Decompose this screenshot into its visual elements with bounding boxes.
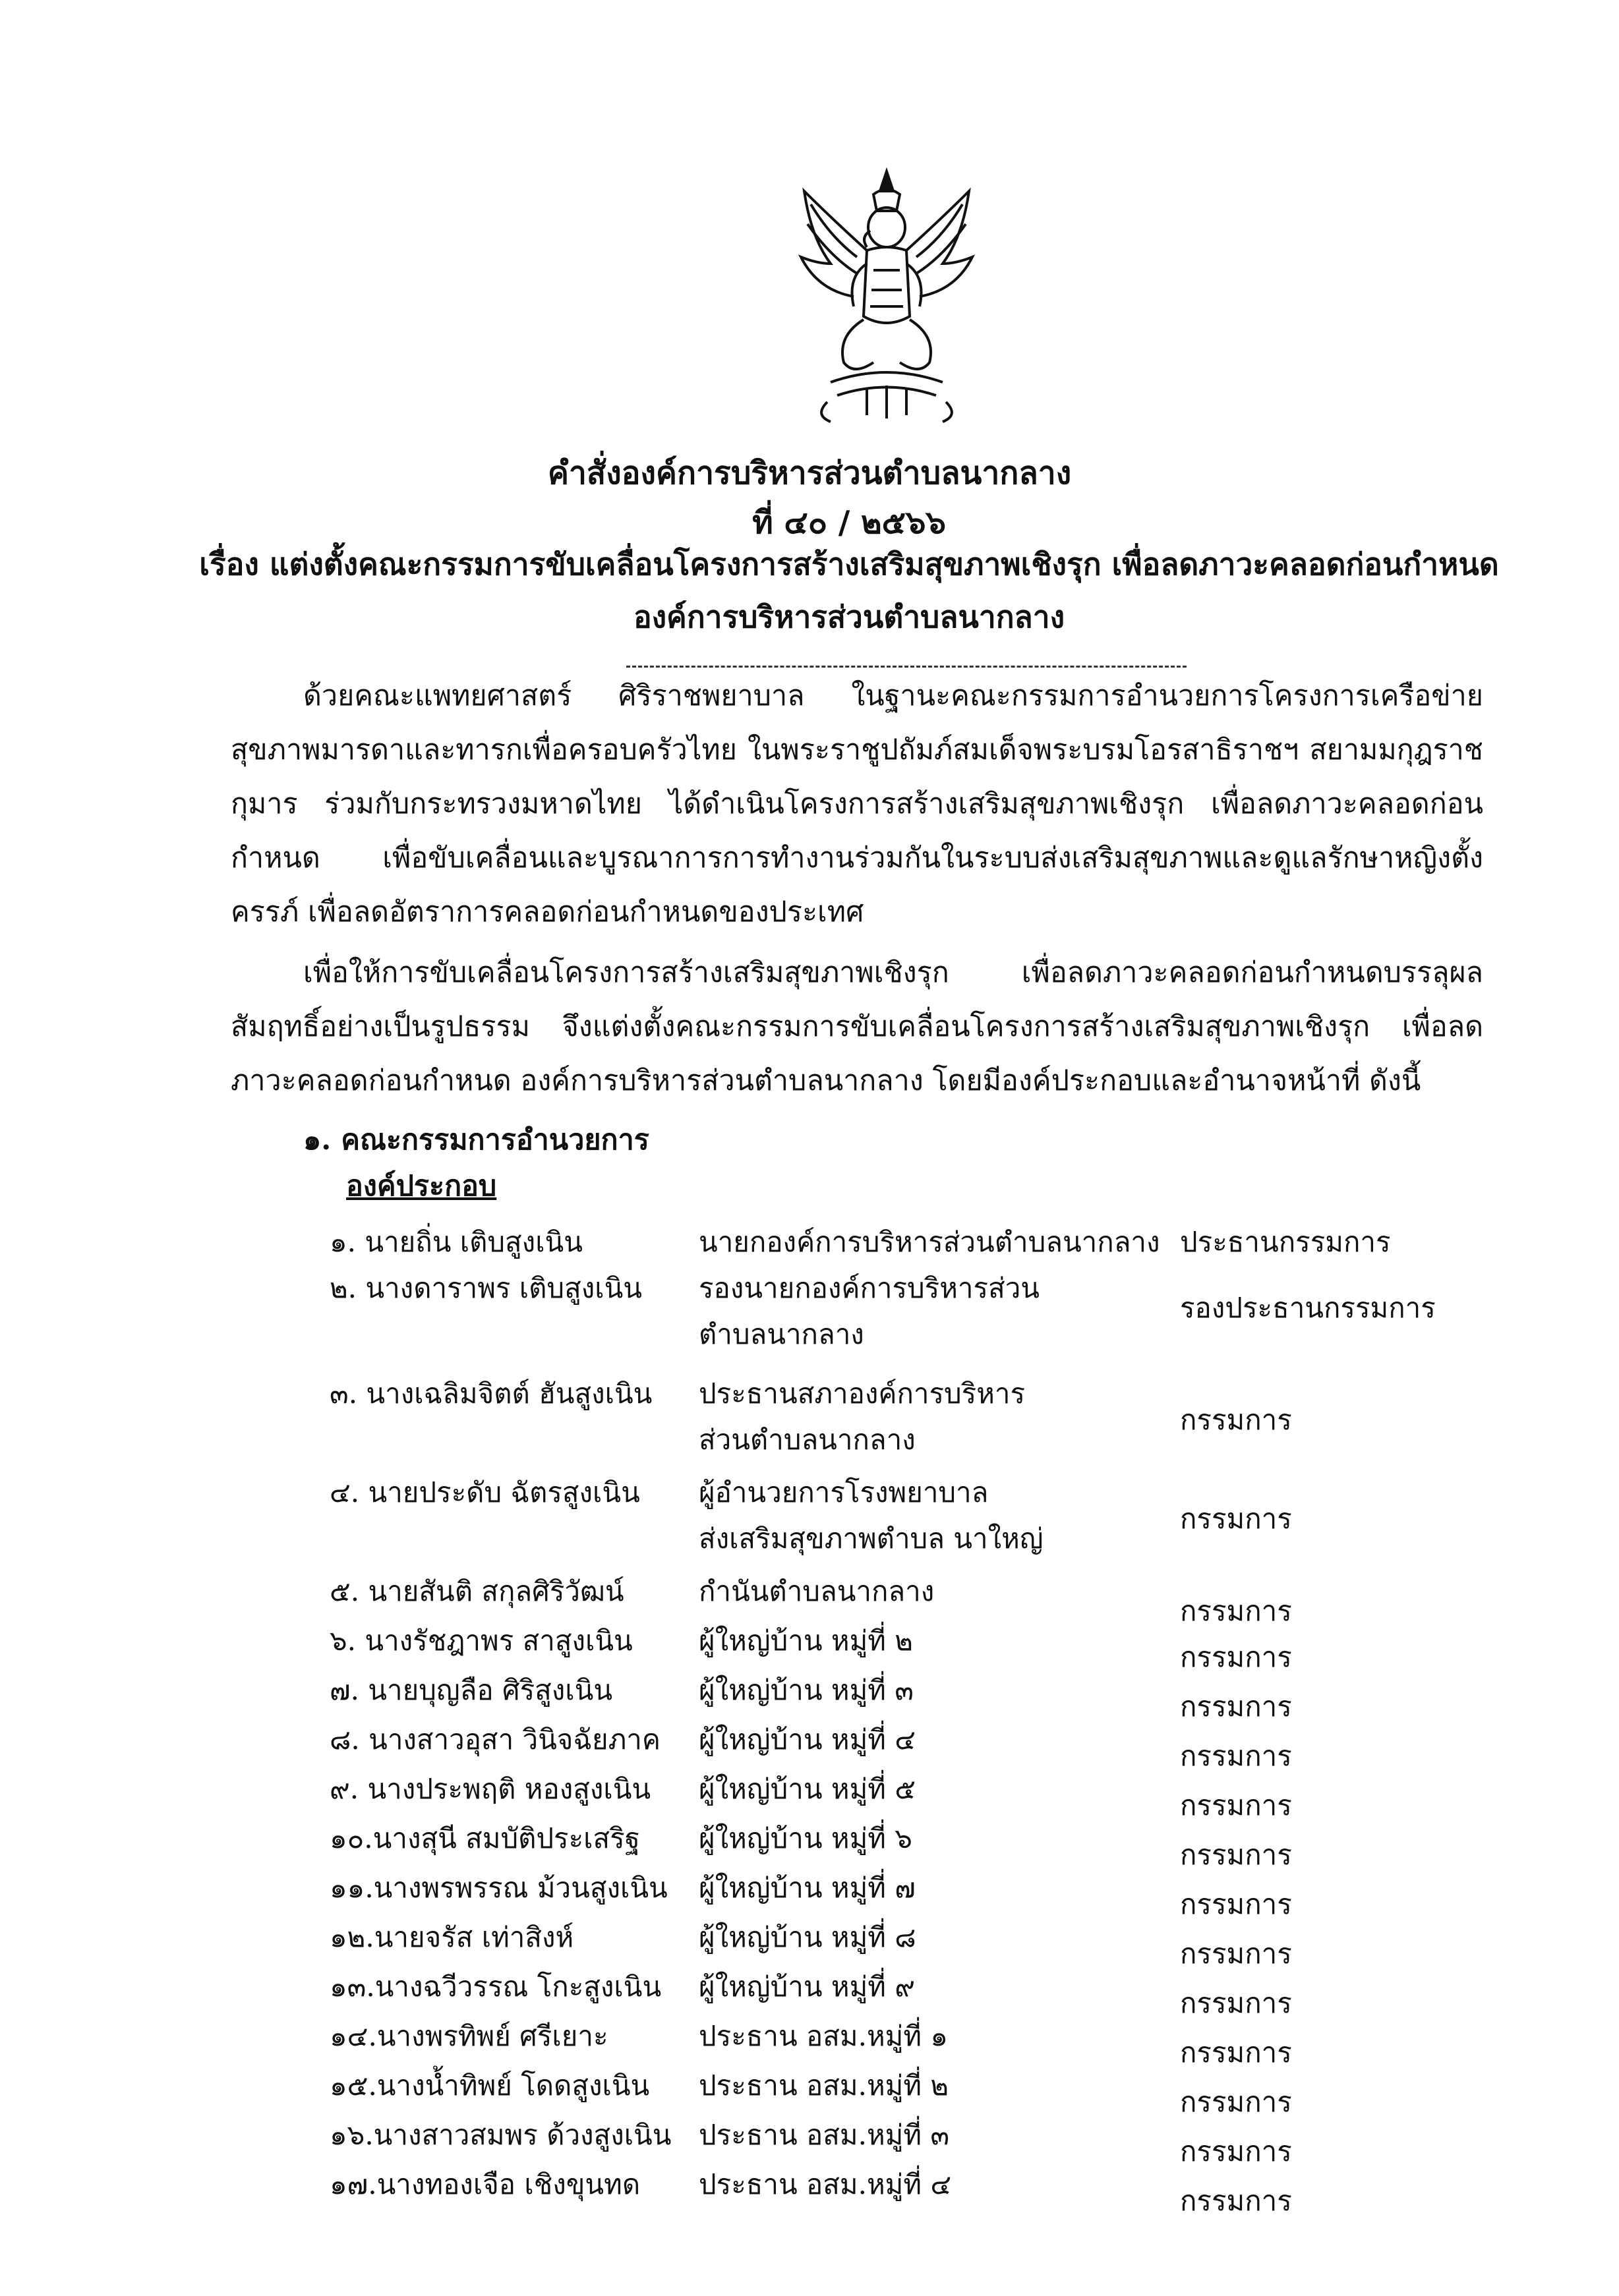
member-position: นายกองค์การบริหารส่วนตำบลนากลาง xyxy=(699,1226,1160,1258)
section-1-subheading: องค์ประกอบ xyxy=(346,1170,497,1203)
member-role: กรรมการ xyxy=(1180,1641,1292,1673)
member-position-line-2: ส่งเสริมสุขภาพตำบล นาใหญ่ xyxy=(699,1522,1044,1555)
member-name: ๑๐.นางสุนี สมบัติประเสริฐ xyxy=(330,1822,640,1854)
paragraph-2-text: เพื่อให้การขับเคลื่อนโครงการสร้างเสริมสุขภาพเชิงรุก เพื่อลดภาวะคลอดก่อนกำหนดบรรลุผลสัมฤทธิ์อย่างเป็นรูปธรรม จึงแต่งตั้งคณะกรรมการขับเคลื่อนโครงการสร้างเสริมสุขภาพเชิงรุก เพื่อลดภาวะคลอดก่อนกำหนด องค์การบริหารส่วนตำบลนากลาง โดยมีองค์ประกอบและอำนาจหน้าที่ ดังนี้ xyxy=(231,956,1483,1097)
subject-line-1: เรื่อง แต่งตั้งคณะกรรมการขับเคลื่อนโครงการสร้างเสริมสุขภาพเชิงรุก เพื่อลดภาวะคลอดก่อนกำหนด xyxy=(199,546,1499,582)
member-position: ผู้ใหญ่บ้าน หมู่ที่ ๖ xyxy=(699,1822,912,1854)
member-position-line-2: ตำบลนากลาง xyxy=(699,1318,864,1350)
order-number: ที่ ๔๐ / ๒๕๖๖ xyxy=(752,504,946,541)
member-role: กรรมการ xyxy=(1180,1839,1292,1871)
member-role: กรรมการ xyxy=(1180,1937,1292,1970)
member-position: ผู้ใหญ่บ้าน หมู่ที่ ๕ xyxy=(699,1773,916,1805)
member-role: กรรมการ xyxy=(1180,1690,1292,1723)
member-name: ๘. นางสาวอุสา วินิจฉัยภาค xyxy=(330,1723,661,1756)
member-role: กรรมการ xyxy=(1180,2185,1292,2217)
member-name: ๑๑.นางพรพรรณ ม้วนสูงเนิน xyxy=(330,1872,668,1904)
member-position xyxy=(699,1371,1025,1463)
member-position-line-1: ประธานสภาองค์การบริหาร xyxy=(699,1377,1026,1410)
member-name: ๑๔.นางพรทิพย์ ศรีเยาะ xyxy=(330,2020,608,2052)
body-paragraph-2 xyxy=(231,946,1483,1108)
paragraph-1-text: ด้วยคณะแพทยศาสตร์ ศิริราชพยาบาล ในฐานะคณะกรรมการอำนวยการโครงการเครือข่ายสุขภาพมารดาและทารกเพื่อครอบครัวไทย ในพระราชูปถัมภ์สมเด็จพระบรมโอรสาธิราชฯ สยามมกุฎราชกุมาร ร่วมกับกระทรวงมหาดไทย ได้ดำเนินโครงการสร้างเสริมสุขภาพเชิงรุก เพื่อลดภาวะคลอดก่อนกำหนด เพื่อขับเคลื่อนและบูรณาการการทำงานร่วมกันในระบบส่งเสริมสุขภาพและดูแลรักษาหญิงตั้งครรภ์ เพื่อลดอัตราการคลอดก่อนกำหนดของประเทศ xyxy=(231,679,1483,929)
member-role: กรรมการ xyxy=(1180,2086,1292,2118)
member-position: ประธาน อสม.หมู่ที่ ๓ xyxy=(699,2119,950,2151)
member-role: กรรมการ xyxy=(1180,1503,1292,1535)
member-name: ๖. นางรัชฎาพร สาสูงเนิน xyxy=(330,1624,633,1657)
member-position: ประธาน อสม.หมู่ที่ ๒ xyxy=(699,2069,949,2102)
member-position: ผู้ใหญ่บ้าน หมู่ที่ ๔ xyxy=(699,1723,916,1756)
member-role: กรรมการ xyxy=(1180,1789,1292,1822)
member-role: กรรมการ xyxy=(1180,1888,1292,1920)
member-name: ๑๖.นางสาวสมพร ด้วงสูงเนิน xyxy=(330,2119,672,2151)
member-name: ๓. นางเฉลิมจิตต์ ฮันสูงเนิน xyxy=(330,1377,653,1410)
member-position: ผู้ใหญ่บ้าน หมู่ที่ ๓ xyxy=(699,1674,914,1706)
member-name: ๑. นายถิ่น เติบสูงเนิน xyxy=(330,1226,583,1258)
member-position: ประธาน อสม.หมู่ที่ ๔ xyxy=(699,2168,952,2200)
member-position: ประธาน อสม.หมู่ที่ ๑ xyxy=(699,2020,949,2052)
member-name: ๙. นางประพฤติ หองสูงเนิน xyxy=(330,1773,651,1805)
member-role: กรรมการ xyxy=(1180,1987,1292,2019)
member-position-line-1: รองนายกองค์การบริหารส่วน xyxy=(699,1272,1040,1304)
member-name: ๔. นายประดับ ฉัตรสูงเนิน xyxy=(330,1476,640,1508)
member-position-line-1: ผู้อำนวยการโรงพยาบาล xyxy=(699,1476,989,1508)
subject-line-2: องค์การบริหารส่วนตำบลนากลาง xyxy=(633,599,1065,635)
member-role: กรรมการ xyxy=(1180,1740,1292,1772)
member-position xyxy=(699,1265,1040,1358)
member-name: ๗. นายบุญลือ ศิริสูงเนิน xyxy=(330,1674,613,1706)
garuda-emblem-icon xyxy=(791,165,982,428)
member-role: ประธานกรรมการ xyxy=(1180,1226,1391,1258)
section-1-heading: ๑. คณะกรรมการอำนวยการ xyxy=(303,1124,649,1157)
member-name: ๑๒.นายจรัส เท่าสิงห์ xyxy=(330,1921,574,1953)
member-position-line-2: ส่วนตำบลนากลาง xyxy=(699,1423,916,1456)
member-position: ผู้ใหญ่บ้าน หมู่ที่ ๗ xyxy=(699,1872,916,1904)
document-title: คำสั่งองค์การบริหารส่วนตำบลนากลาง xyxy=(547,455,1072,492)
separator-line xyxy=(626,666,1187,668)
member-role: กรรมการ xyxy=(1180,1404,1292,1436)
member-name: ๑๕.นางน้ำทิพย์ โดดสูงเนิน xyxy=(330,2069,650,2102)
member-position: ผู้ใหญ่บ้าน หมู่ที่ ๙ xyxy=(699,1970,916,2003)
member-role: กรรมการ xyxy=(1180,2036,1292,2069)
member-position xyxy=(699,1470,1044,1562)
member-position: ผู้ใหญ่บ้าน หมู่ที่ ๒ xyxy=(699,1624,913,1657)
member-name: ๑๗.นางทองเจือ เชิงขุนทด xyxy=(330,2168,641,2200)
member-position: กำนันตำบลนากลาง xyxy=(699,1575,935,1607)
member-role: กรรมการ xyxy=(1180,2135,1292,2167)
body-paragraph-1 xyxy=(231,669,1483,939)
member-position: ผู้ใหญ่บ้าน หมู่ที่ ๘ xyxy=(699,1921,916,1953)
member-name: ๑๓.นางฉวีวรรณ โกะสูงเนิน xyxy=(330,1970,662,2003)
member-role: รองประธานกรรมการ xyxy=(1180,1292,1436,1324)
member-role: กรรมการ xyxy=(1180,1595,1292,1627)
member-name: ๕. นายสันติ สกุลศิริวัฒน์ xyxy=(330,1575,624,1607)
member-name: ๒. นางดาราพร เติบสูงเนิน xyxy=(330,1272,642,1304)
